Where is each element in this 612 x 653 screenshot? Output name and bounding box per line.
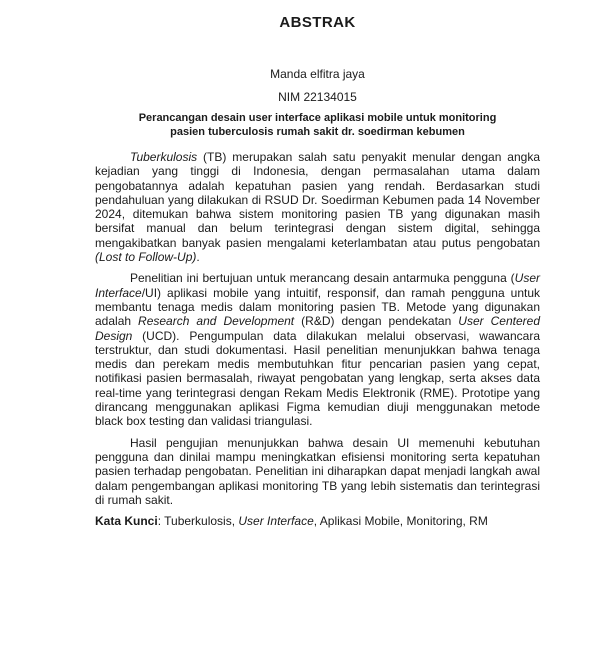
abstract-paragraph-2: Penelitian ini bertujuan untuk merancang desain antarmuka pengguna (User Interface/UI) aplikasi mobile yang intuitif, responsif, dan ramah pengguna untuk membantu tenaga medis dalam monitoring pasien TB. Metode yang digunakan adalah Research and Development (R&D) dengan pendekatan User Centered Design (UCD). Pengumpulan data dilakukan melalui observasi, wawancara terstruktur, dan studi dokumentasi. Hasil penelitian menunjukkan bahwa tenaga medis dan perekam medis membutuhkan fitur pencarian pasien yang cepat, notifikasi pasien bermasalah, riwayat pengobatan yang lengkap, serta akses data real-time yang terintegrasi dengan Rekam Medis Elektronik (RME). Prototipe yang dirancang menggunakan aplikasi Figma kemudian diuji menggunakan metode black box testing dan validasi triangulasi. bbox=[95, 271, 540, 429]
keywords-line: Kata Kunci: Tuberkulosis, User Interface, Aplikasi Mobile, Monitoring, RM bbox=[95, 514, 488, 529]
student-id: NIM 22134015 bbox=[278, 90, 357, 104]
abstract-paragraph-1: Tuberkulosis (TB) merupakan salah satu penyakit menular dengan angka kejadian yang tinggi di Indonesia, dengan permasalahan utama dalam pengobatannya adalah kepatuhan pasien yang rendah. Berdasarkan studi pendahuluan yang dilakukan di RSUD Dr. Soedirman Kebumen pada 14 November 2024, ditemukan bahwa sistem monitoring pasien TB yang digunakan masih bersifat manual dan belum terintegrasi dengan sistem digital, sehingga mengakibatkan banyak pasien mengalami keterlambatan atau putus pengobatan (Lost to Follow-Up). bbox=[95, 150, 540, 265]
author-name: Manda elfitra jaya bbox=[270, 67, 365, 81]
thesis-title: Perancangan desain user interface aplikasi mobile untuk monitoring pasien tuberculosis rumah sakit dr. soedirman kebumen bbox=[138, 112, 497, 138]
page-title: ABSTRAK bbox=[279, 14, 356, 31]
abstract-paragraph-3: Hasil pengujian menunjukkan bahwa desain UI memenuhi kebutuhan pengguna dan dinilai mampu meningkatkan efisiensi monitoring serta kepatuhan pasien terhadap pengobatan. Penelitian ini diharapkan dapat menjadi langkah awal dalam pengembangan aplikasi monitoring TB yang lebih sistematis dan terintegrasi di rumah sakit. bbox=[95, 435, 540, 507]
